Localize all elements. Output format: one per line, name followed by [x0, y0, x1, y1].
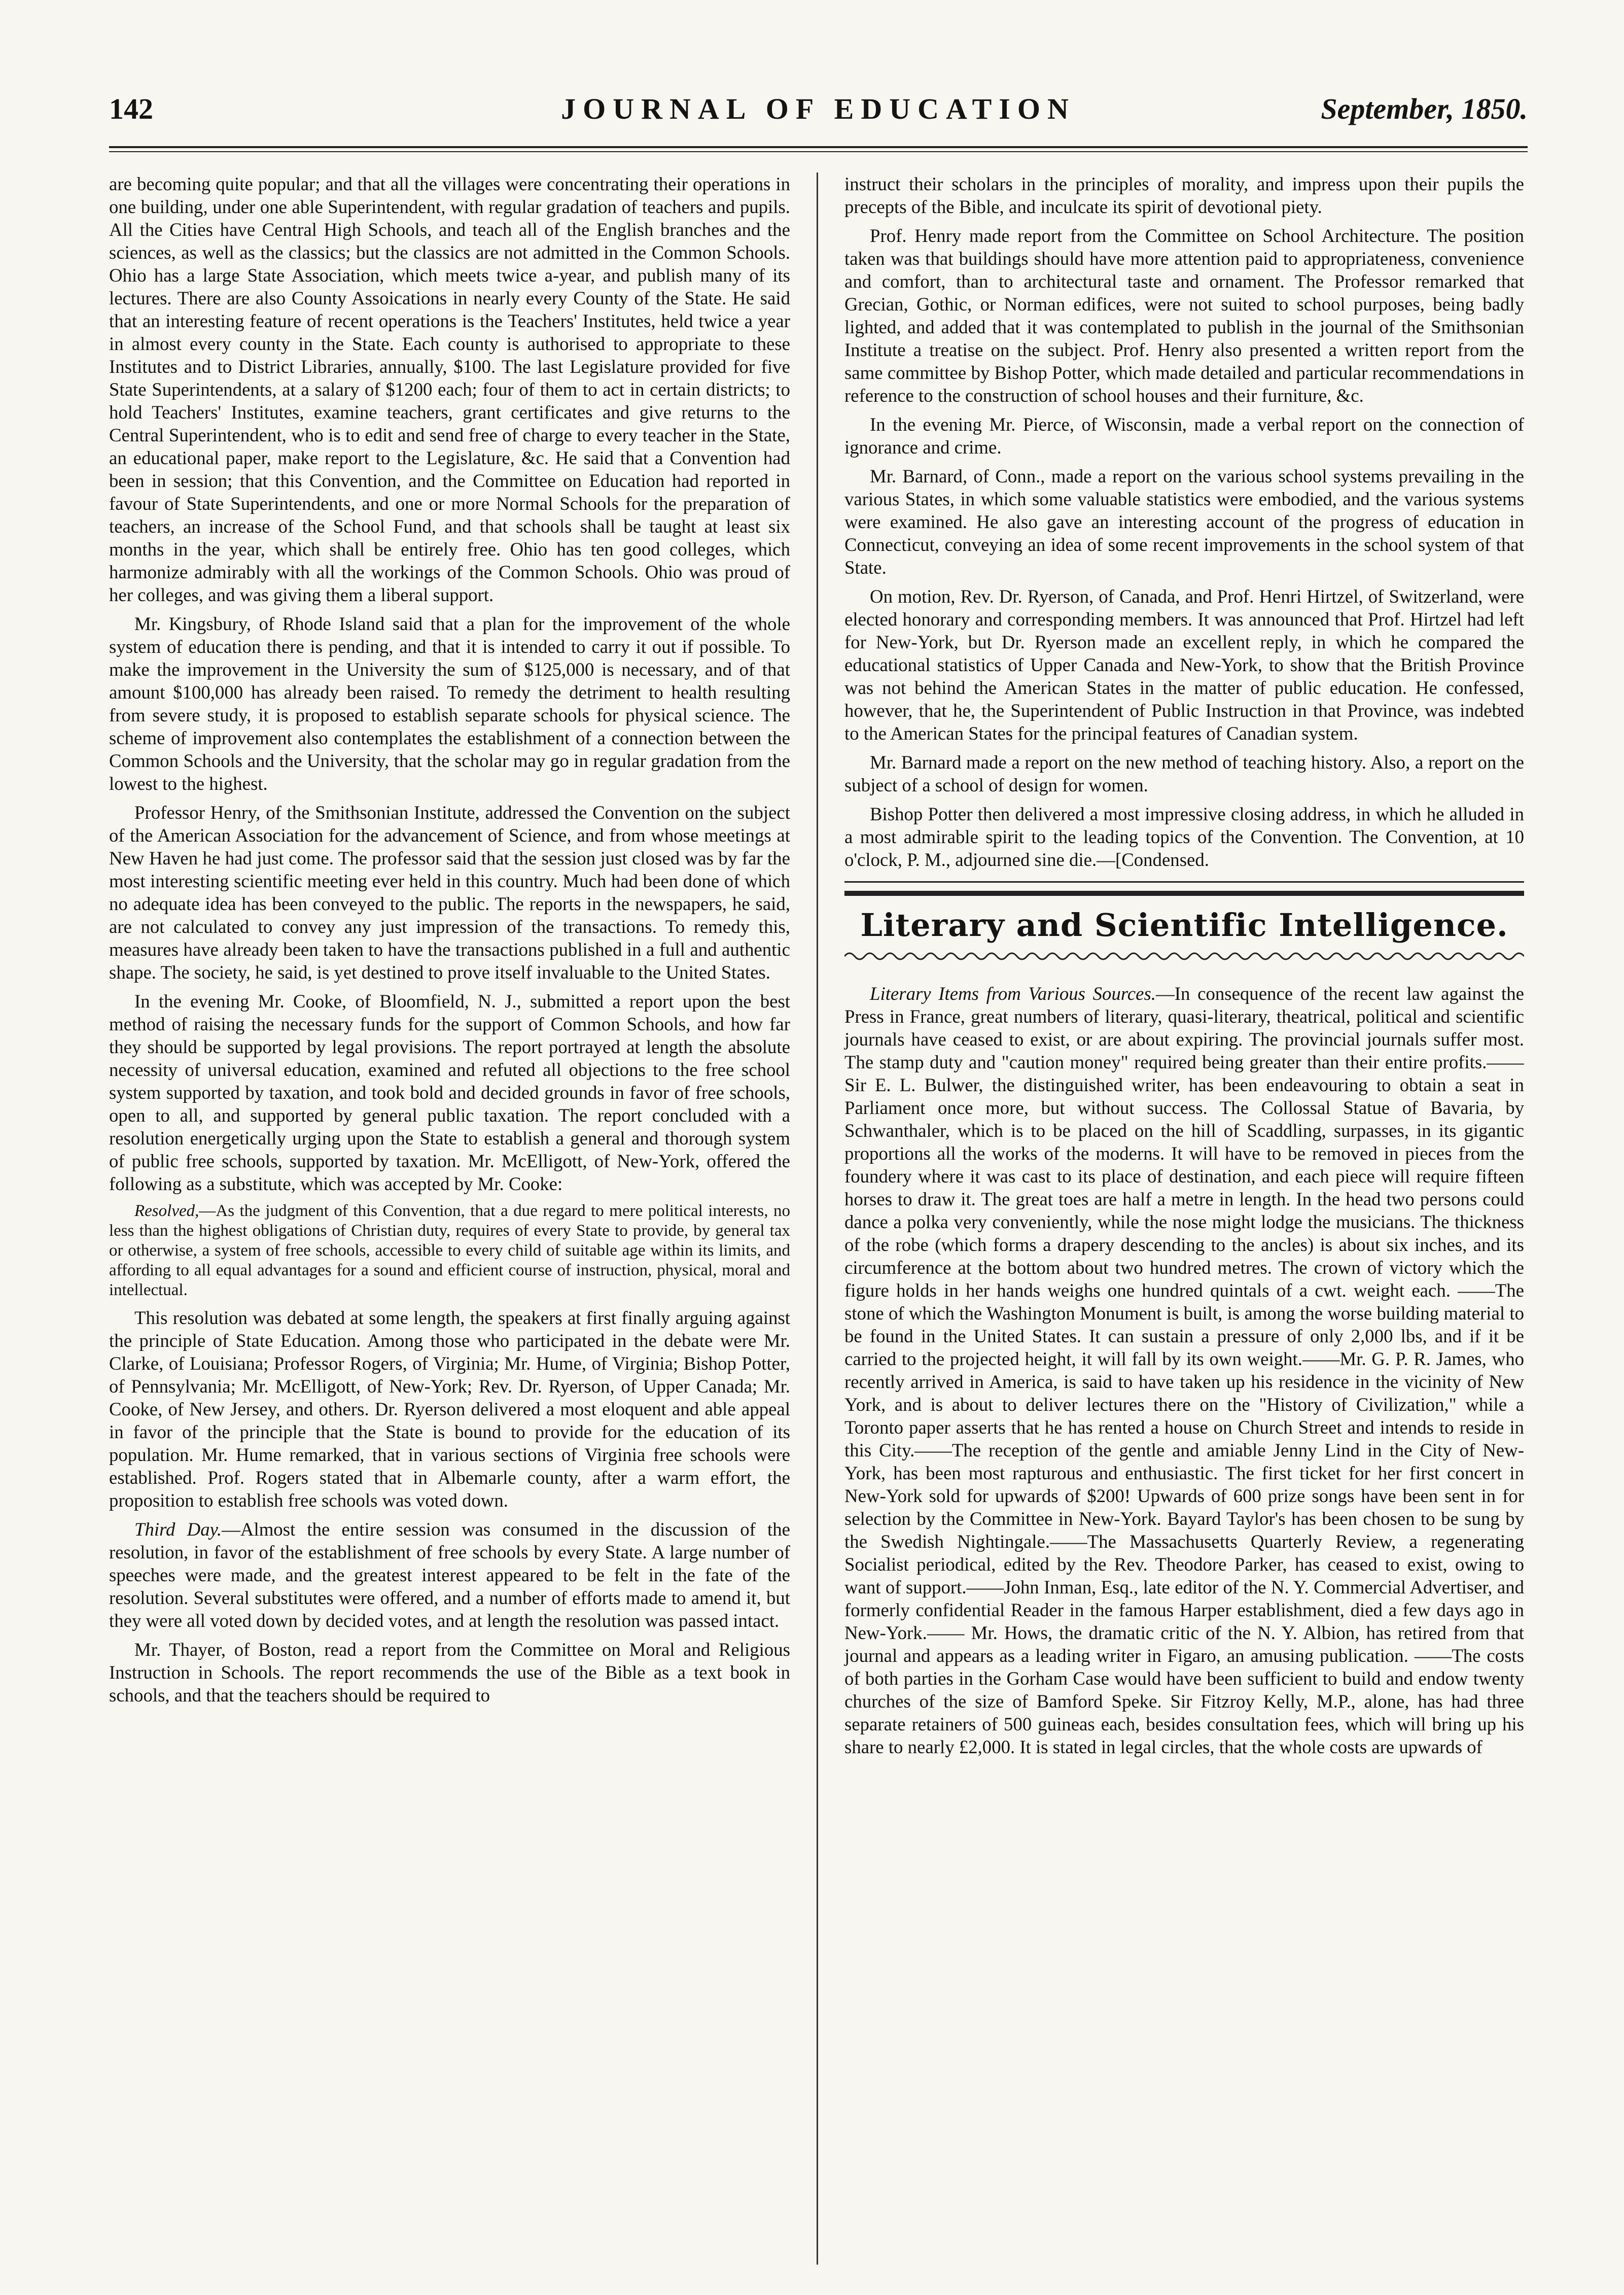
running-head [109, 86, 1528, 132]
paragraph: Professor Henry, of the Smithsonian Institute, addressed the Convention on the subject of the American Association for the advancement of Science, and from whose meetings at New Haven he had just come. The professor said that the session just closed was by far the most interesting scientific meeting ever held in this country. Much had been done of which no adequate idea has been conveyed to the public. The reports in the newspapers, he said, are not calculated to convey any just impression of the transactions. To remedy this, measures have already been taken to have the transactions published in a full and authentic shape. The society, he said, is yet destined to prove itself invaluable to the United States. [109, 802, 790, 983]
paragraph: are becoming quite popular; and that all the villages were concentrating their operations in one building, under one able Superintendent, with regular gradation of teachers and pupils. All the Cities have Central High Schools, and teach all of the English branches and the sciences, as well as the classics; but the classics are not admitted in the Common Schools. Ohio has a large State Association, which meets twice a-year, and publish many of its lectures. There are also County Assoications in nearly every County of the State. He said that an interesting feature of recent operations is the Teachers' Institutes, held twice a year in almost every county in the State. Each county is authorised to appropriate to these Institutes and to District Libraries, annually, $100. The last Legislature provided for five State Superintendents, at a salary of $1200 each; four of them to act in certain districts; to hold Teachers' Institutes, examine teachers, grant certificates and give returns to the Central Superintendent, who is to edit and send free of charge to every teacher in the State, an educational paper, make report to the Legislature, &c. He said that a Convention had been in session; that this Convention, and the Committee on Education had reported in favour of State Superintendents, and one or more Normal Schools for the preparation of teachers, an increase of the School Fund, and that schools shall be taught at least six months in the year, which shall be entirely free. Ohio has ten good colleges, which harmonize admirably with all the workings of the Common Schools. Ohio was proud of her colleges, and was giving them a liberal support. [109, 173, 790, 605]
resolution-paragraph [109, 1201, 790, 1300]
paragraph: This resolution was debated at some length, the speakers at first finally arguing against the principle of State Education. Among those who participated in the debate were Mr. Clarke, of Louisiana; Professor Rogers, of Virginia; Mr. Hume, of Virginia; Bishop Potter, of Pennsylvania; Mr. McElligott, of New-York; Rev. Dr. Ryerson, of Upper Canada; Mr. Cooke, of New Jersey, and others. Dr. Ryerson delivered a most eloquent and able appeal in favor of the principle that the State is bound to provide for the education of its population. Mr. Hume remarked, that in various sections of Virginia free schools were established. Prof. Rogers stated that in Albemarle county, after a warm effort, the proposition to establish free schools was voted down. [109, 1307, 790, 1511]
issue-date: September, 1850. [1321, 92, 1528, 125]
paragraph: Mr. Barnard, of Conn., made a report on the various school systems prevailing in the various States, in which some valuable statistics were embodied, and the various systems were examined. He also gave an interesting account of the progress of education in Connecticut, conveying an idea of some recent improvements in the school system of that State. [844, 466, 1524, 578]
page-number: 142 [109, 92, 153, 125]
header-rule [109, 146, 1528, 152]
paragraph [109, 1518, 790, 1632]
literary-items-label: Literary Items from Various Sources. [870, 983, 1156, 1004]
paragraph: In the evening Mr. Pierce, of Wisconsin, made a verbal report on the connection of ignorance and crime. [844, 414, 1524, 458]
left-column [109, 172, 817, 2265]
literary-items-text: —In consequence of the recent law against the Press in France, great numbers of literary, quasi-literary, theatrical, political and scientific journals have ceased to exist, or are about expiring. The provincial journals suffer most. The stamp duty and "caution money" required being greater than their entire profits.—— Sir E. L. Bulwer, the distinguished writer, has been endeavouring to obtain a seat in Parliament once more, but without success. The Collossal Statue of Bavaria, by Schwanthaler, which is to be placed on the hill of Scaddling, surpasses, in its gigantic proportions all the works of the moderns. It will have to be removed in pieces from the foundery where it was cast to its place of destination, and each piece will require fifteen horses to draw it. The great toes are half a metre in length. In the head two persons could dance a polka very conveniently, while the nose might lodge the musicians. The thickness of the robe (which forms a drapery descending to the ancles) is about six inches, and its circumference at the bottom about two hundred metres. The crown of victory which the figure holds in her hands weighs one hundred quintals of a cwt. weight each. ——The stone of which the Washington Monument is built, is among the worse building material to be found in the United States. It can sustain a pressure of only 2,000 lbs, and if it be carried to the projected height, it will fall by its own weight.——Mr. G. P. R. James, who recently arrived in America, is said to have taken up his residence in the vicinity of New York, and is about to deliver lectures there on the "History of Civilization," while a Toronto paper asserts that he has rented a house on Church Street and intends to reside in this City.——The reception of the gentle and amiable Jenny Lind in the City of New-York, has been most rapturous and enthusiastic. The first ticket for her first concert in New-York sold for upwards of $200! Upwards of 600 prize songs have been sent in for selection by the Committee in New-York. Bayard Taylor's has been chosen to be sung by the Swedish Nightingale.——The Massachusetts Quarterly Review, a regenerating Socialist periodical, edited by the Rev. Theodore Parker, has ceased to exist, owing to want of support.——John Inman, Esq., late editor of the N. Y. Commercial Advertiser, and formerly confidential Reader in the famous Harper establishment, died a few days ago in New-York.—— Mr. Hows, the dramatic critic of the N. Y. Albion, has retired from that journal and appears as a leading writer in Figaro, an amusing publication. ——The costs of both parties in the Gorham Case would have been sufficient to build and endow twenty churches of the size of Bamford Speke. Sir Fitzroy Kelly, M.P., alone, has had three separate retainers of 500 guineas each, besides consultation fees, which will bring up his share to nearly £2,000. It is stated in legal circles, that the whole costs are upwards of [844, 983, 1524, 1757]
paragraph: Bishop Potter then delivered a most impressive closing address, in which he alluded in a most admirable spirit to the leading topics of the Convention. The Convention, at 10 o'clock, P. M., adjourned sine die.—[Condensed. [844, 804, 1524, 870]
journal-title: JOURNAL OF EDUCATION [561, 92, 1076, 125]
resolution-text: —As the judgment of this Convention, that a due regard to mere political interests, no less than the highest obligations of Christian duty, requires of every State to provide, by general tax or otherwise, a system of free schools, accessible to every child of suitable age within its limits, and affording to all equal advantages for a sound and efficient course of instruction, physical, moral and intellectual. [109, 1202, 790, 1299]
paragraph: Mr. Barnard made a report on the new method of teaching history. Also, a report on the subject of a school of design for women. [844, 752, 1524, 795]
paragraph: In the evening Mr. Cooke, of Bloomfield, N. J., submitted a report upon the best method of raising the necessary funds for the support of Common Schools, and how far they should be supported by legal provisions. The report portrayed at length the absolute necessity of universal education, examined and refuted all objections to the free school system supported by taxation, and took bold and decided grounds in favor of free schools, open to all, and supported by general public taxation. The report concluded with a resolution energetically urging upon the State to establish a general and thorough system of public free schools, supported by taxation. Mr. McElligott, of New-York, offered the following as a substitute, which was accepted by Mr. Cooke: [109, 991, 790, 1194]
paragraph [844, 982, 1524, 1758]
resolution-label: Resolved, [134, 1202, 199, 1220]
third-day-text: —Almost the entire session was consumed in the discussion of the resolution, in favor of the establishment of free schools by every State. A large number of speeches were made, and the greatest interest appeared to be felt in the fate of the resolution. Several substitutes were offered, and a number of efforts made to amend it, but they were all voted down by decided votes, and at length the resolution was passed intact. [109, 1519, 790, 1631]
third-day-label: Third Day. [134, 1519, 222, 1540]
wavy-divider [844, 949, 1524, 964]
section-heading: Literary and Scientific Intelligence. [860, 907, 1508, 944]
paragraph: instruct their scholars in the principles of morality, and impress upon their pupils the precepts of the Bible, and inculcate its spirit of devotional piety. [844, 173, 1524, 217]
section-divider-rule [844, 881, 1524, 896]
right-column [817, 172, 1524, 2265]
paragraph: Mr. Kingsbury, of Rhode Island said that a plan for the improvement of the whole system of education there is pending, and that it is intended to carry it out if possible. To make the improvement in the University the sum of $125,000 is necessary, and of that amount $100,000 has already been raised. To remedy the detriment to health resulting from severe study, it is proposed to establish separate schools for physical science. The scheme of improvement also contemplates the establishment of a connection between the Common Schools and the University, that the scholar may go in regular gradation from the lowest to the highest. [109, 613, 790, 794]
article-columns [109, 172, 1528, 2265]
paragraph: Prof. Henry made report from the Committee on School Architecture. The position taken was that buildings should have more attention paid to appropriateness, convenience and comfort, than to architectural taste and ornament. The Professor remarked that Grecian, Gothic, or Norman edifices, were not suited to school purposes, being badly lighted, and added that it was contemplated to publish in the journal of the Smithsonian Institute a treatise on the subject. Prof. Henry also presented a written report from the same committee by Bishop Potter, which made detailed and particular recommendations in reference to the construction of school houses and their furniture, &c. [844, 225, 1524, 406]
paragraph: On motion, Rev. Dr. Ryerson, of Canada, and Prof. Henri Hirtzel, of Switzerland, were elected honorary and corresponding members. It was announced that Prof. Hirtzel had left for New-York, but Dr. Ryerson made an excellent reply, in which he compared the educational statistics of Upper Canada and New-York, to show that the British Province was not behind the American States in the matter of public education. He confessed, however, that he, the Superintendent of Public Instruction in that Province, was indebted to the American States for the principal features of Canadian system. [844, 586, 1524, 744]
paragraph: Mr. Thayer, of Boston, read a report from the Committee on Moral and Religious Instruction in Schools. The report recommends the use of the Bible as a text book in schools, and that the teachers should be required to [109, 1639, 790, 1706]
